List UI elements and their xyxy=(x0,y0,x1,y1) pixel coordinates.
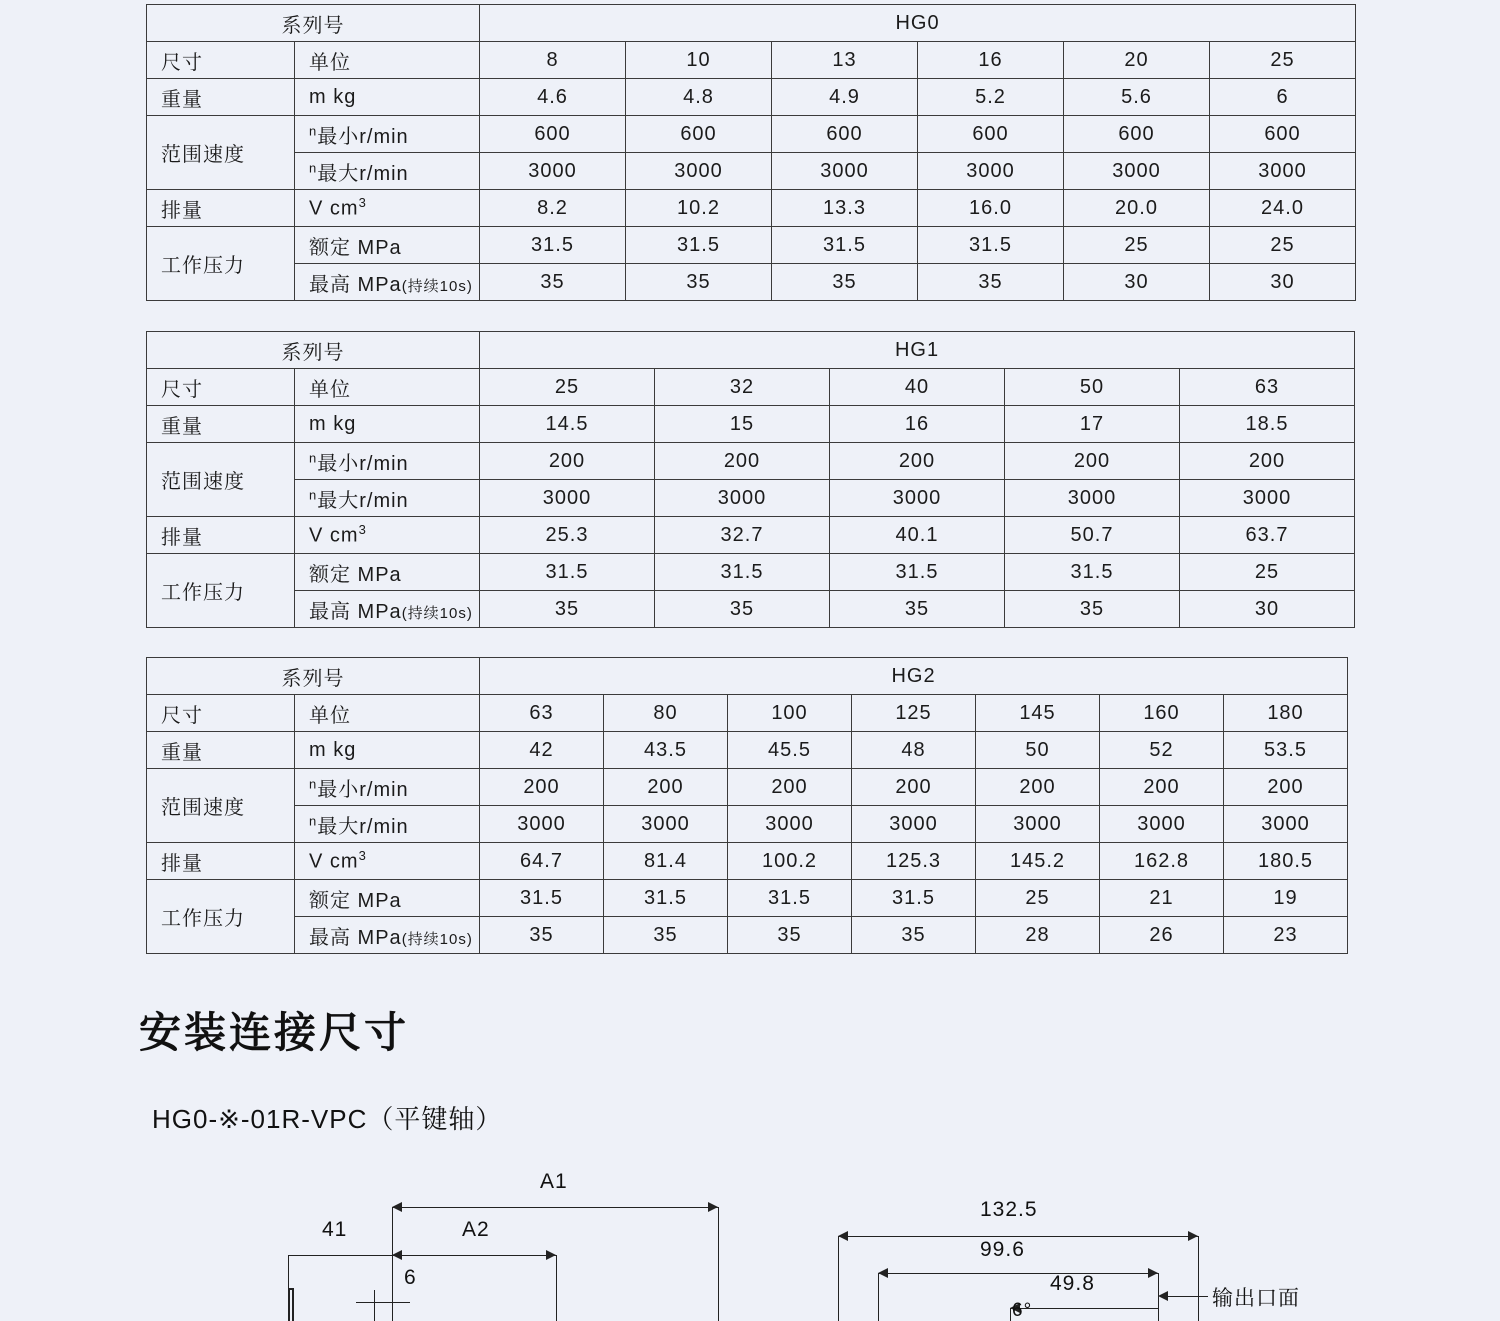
dim-arrow-right-a1 xyxy=(708,1202,718,1212)
series-value: HG2 xyxy=(480,658,1348,695)
cell: 40.1 xyxy=(830,517,1005,554)
dim-line-6 xyxy=(356,1302,410,1303)
table-hg1 xyxy=(146,331,1355,628)
cell: 16.0 xyxy=(918,190,1064,227)
dim-6-deg: 6° xyxy=(1012,1300,1033,1321)
cell: 63 xyxy=(480,695,604,732)
cell: 3000 xyxy=(1100,806,1224,843)
row-label: 尺寸 xyxy=(147,695,295,732)
row-unit: V $cm^3$ xyxy=(295,843,480,880)
dim-line-a2 xyxy=(288,1255,556,1256)
cell: 24.0 xyxy=(1210,190,1356,227)
cell: 3000 xyxy=(852,806,976,843)
row-label: 排量 xyxy=(147,843,295,880)
cell: 25.3 xyxy=(480,517,655,554)
cell: 31.5 xyxy=(604,880,728,917)
dim-arrow-right-a2 xyxy=(546,1250,556,1260)
dim-6: 6 xyxy=(404,1266,417,1289)
cell: 5.6 xyxy=(1064,79,1210,116)
cell: 20.0 xyxy=(1064,190,1210,227)
cell: 180.5 xyxy=(1224,843,1348,880)
cell: 200 xyxy=(604,769,728,806)
row-unit: $^n$最小r/min xyxy=(295,116,480,153)
cell: 16 xyxy=(918,42,1064,79)
cell: 4.8 xyxy=(626,79,772,116)
cell: 25 xyxy=(480,369,655,406)
cell: 100 xyxy=(728,695,852,732)
cell: 3000 xyxy=(1210,153,1356,190)
cell: 43.5 xyxy=(604,732,728,769)
cell: 3000 xyxy=(1180,480,1355,517)
cell: 3000 xyxy=(728,806,852,843)
cell: 600 xyxy=(1064,116,1210,153)
series-value: HG0 xyxy=(480,5,1356,42)
cell: 200 xyxy=(976,769,1100,806)
row-unit: 最高 MPa(持续10s) xyxy=(295,917,480,954)
ext-line-a2-right xyxy=(556,1255,557,1321)
cell: 200 xyxy=(655,443,830,480)
cell: 14.5 xyxy=(480,406,655,443)
cell: 53.5 xyxy=(1224,732,1348,769)
cell: 35 xyxy=(852,917,976,954)
series-label: 系列号 xyxy=(147,5,480,42)
series-label: 系列号 xyxy=(147,332,480,369)
cell: 162.8 xyxy=(1100,843,1224,880)
cell: 31.5 xyxy=(918,227,1064,264)
row-label: 排量 xyxy=(147,190,295,227)
cell: 48 xyxy=(852,732,976,769)
cell: 25 xyxy=(976,880,1100,917)
cell: 200 xyxy=(1180,443,1355,480)
table-row xyxy=(147,264,1356,301)
cell: 20 xyxy=(1064,42,1210,79)
row-label: 重量 xyxy=(147,732,295,769)
cell: 31.5 xyxy=(480,554,655,591)
table-row xyxy=(147,695,1348,732)
row-label: 工作压力 xyxy=(147,880,295,954)
series-label: 系列号 xyxy=(147,658,480,695)
table-row xyxy=(147,843,1348,880)
cell: 3000 xyxy=(918,153,1064,190)
cell: 35 xyxy=(626,264,772,301)
dim-a1: A1 xyxy=(540,1170,568,1193)
table-row xyxy=(147,153,1356,190)
label-output-port: 输出口面 xyxy=(1212,1287,1300,1310)
cell: 125 xyxy=(852,695,976,732)
table-row xyxy=(147,42,1356,79)
dim-41: 41 xyxy=(322,1218,348,1241)
table-row xyxy=(147,227,1356,264)
row-label: 尺寸 xyxy=(147,369,295,406)
row-label: 范围速度 xyxy=(147,116,295,190)
row-unit: $^n$最大r/min xyxy=(295,153,480,190)
cell: 10.2 xyxy=(626,190,772,227)
dim-line-a1 xyxy=(392,1207,718,1208)
table-row xyxy=(147,554,1355,591)
table-row xyxy=(147,658,1348,695)
table-row xyxy=(147,5,1356,42)
ext-line-a1-right xyxy=(718,1207,719,1321)
ext-line-6-right xyxy=(392,1290,393,1321)
cell: 50 xyxy=(1005,369,1180,406)
cell: 31.5 xyxy=(1005,554,1180,591)
cell: 23 xyxy=(1224,917,1348,954)
table-row xyxy=(147,332,1355,369)
cell: 30 xyxy=(1180,591,1355,628)
cell: 4.6 xyxy=(480,79,626,116)
cell: 32 xyxy=(655,369,830,406)
table-row xyxy=(147,880,1348,917)
cell: 45.5 xyxy=(728,732,852,769)
spec-table-hg2 xyxy=(146,657,1348,954)
row-unit: $^n$最小r/min xyxy=(295,769,480,806)
row-unit: $^n$最大r/min xyxy=(295,806,480,843)
dim-line-99-6 xyxy=(878,1273,1158,1274)
table-row xyxy=(147,116,1356,153)
cell: 200 xyxy=(830,443,1005,480)
cell: 10 xyxy=(626,42,772,79)
cell: 145.2 xyxy=(976,843,1100,880)
row-label: 尺寸 xyxy=(147,42,295,79)
ext-line-99-left xyxy=(878,1273,879,1321)
cell: 3000 xyxy=(976,806,1100,843)
dim-arrow-right-99 xyxy=(1148,1268,1158,1278)
cell: 600 xyxy=(1210,116,1356,153)
dim-a2: A2 xyxy=(462,1218,490,1241)
table-row xyxy=(147,517,1355,554)
cell: 600 xyxy=(918,116,1064,153)
cell: 31.5 xyxy=(852,880,976,917)
cell: 200 xyxy=(480,769,604,806)
cell: 35 xyxy=(1005,591,1180,628)
table-row xyxy=(147,806,1348,843)
cell: 200 xyxy=(1005,443,1180,480)
table-row xyxy=(147,406,1355,443)
cell: 600 xyxy=(772,116,918,153)
cell: 31.5 xyxy=(655,554,830,591)
cell: 200 xyxy=(480,443,655,480)
cell: 3000 xyxy=(655,480,830,517)
cell: 19 xyxy=(1224,880,1348,917)
part-edge-left xyxy=(288,1288,294,1321)
cell: 40 xyxy=(830,369,1005,406)
cell: 63 xyxy=(1180,369,1355,406)
dim-49-8: 49.8 xyxy=(1050,1272,1095,1295)
row-unit: 单位 xyxy=(295,369,480,406)
table-row xyxy=(147,917,1348,954)
cell: 35 xyxy=(830,591,1005,628)
cell: 35 xyxy=(728,917,852,954)
spec-table-hg1 xyxy=(146,331,1355,628)
cell: 600 xyxy=(626,116,772,153)
cell: 31.5 xyxy=(480,880,604,917)
row-unit: 额定 MPa xyxy=(295,880,480,917)
ext-line-49-left xyxy=(1010,1308,1011,1321)
table-row xyxy=(147,369,1355,406)
cell: 17 xyxy=(1005,406,1180,443)
cell: 25 xyxy=(1064,227,1210,264)
cell: 63.7 xyxy=(1180,517,1355,554)
row-label: 范围速度 xyxy=(147,769,295,843)
row-unit: 最高 MPa(持续10s) xyxy=(295,264,480,301)
row-unit: 单位 xyxy=(295,42,480,79)
row-label: 工作压力 xyxy=(147,554,295,628)
dim-line-132-5 xyxy=(838,1236,1198,1237)
cell: 6 xyxy=(1210,79,1356,116)
cell: 21 xyxy=(1100,880,1224,917)
dim-arrow-left-99 xyxy=(878,1268,888,1278)
dim-132-5: 132.5 xyxy=(980,1198,1038,1221)
table-row xyxy=(147,190,1356,227)
cell: 35 xyxy=(480,591,655,628)
spec-table-hg0 xyxy=(146,4,1356,301)
cell: 64.7 xyxy=(480,843,604,880)
dim-line-49-8 xyxy=(1010,1308,1158,1309)
section-title: 安装连接尺寸 xyxy=(139,1008,410,1057)
cell: 180 xyxy=(1224,695,1348,732)
cell: 35 xyxy=(604,917,728,954)
cell: 30 xyxy=(1064,264,1210,301)
cell: 31.5 xyxy=(728,880,852,917)
row-unit: $^n$最大r/min xyxy=(295,480,480,517)
cell: 42 xyxy=(480,732,604,769)
cell: 3000 xyxy=(604,806,728,843)
cell: 8 xyxy=(480,42,626,79)
dim-arrow-left-a2 xyxy=(392,1250,402,1260)
cell: 31.5 xyxy=(626,227,772,264)
cell: 32.7 xyxy=(655,517,830,554)
cell: 4.9 xyxy=(772,79,918,116)
cell: 200 xyxy=(1100,769,1224,806)
cell: 50 xyxy=(976,732,1100,769)
cell: 35 xyxy=(480,917,604,954)
cell: 3000 xyxy=(480,480,655,517)
cell: 3000 xyxy=(1224,806,1348,843)
cell: 3000 xyxy=(480,806,604,843)
table-row xyxy=(147,732,1348,769)
table-row xyxy=(147,591,1355,628)
cell: 125.3 xyxy=(852,843,976,880)
cell: 3000 xyxy=(626,153,772,190)
row-unit: m kg xyxy=(295,732,480,769)
cell: 30 xyxy=(1210,264,1356,301)
cell: 13 xyxy=(772,42,918,79)
cell: 26 xyxy=(1100,917,1224,954)
cell: 25 xyxy=(1210,42,1356,79)
cell: 31.5 xyxy=(480,227,626,264)
row-label: 工作压力 xyxy=(147,227,295,301)
cell: 600 xyxy=(480,116,626,153)
series-value: HG1 xyxy=(480,332,1355,369)
cell: 35 xyxy=(480,264,626,301)
cell: 100.2 xyxy=(728,843,852,880)
row-unit: V $cm^3$ xyxy=(295,517,480,554)
row-label: 重量 xyxy=(147,406,295,443)
cell: 200 xyxy=(728,769,852,806)
cell: 200 xyxy=(1224,769,1348,806)
cell: 5.2 xyxy=(918,79,1064,116)
cell: 50.7 xyxy=(1005,517,1180,554)
table-row xyxy=(147,443,1355,480)
cell: 3000 xyxy=(1064,153,1210,190)
section-subtitle: HG0-※-01R-VPC（平键轴） xyxy=(152,1104,503,1134)
cell: 18.5 xyxy=(1180,406,1355,443)
dim-99-6: 99.6 xyxy=(980,1238,1025,1261)
cell: 35 xyxy=(655,591,830,628)
dim-arrow-left-132 xyxy=(838,1231,848,1241)
cell: 3000 xyxy=(480,153,626,190)
table-row xyxy=(147,79,1356,116)
cell: 3000 xyxy=(1005,480,1180,517)
table-hg0 xyxy=(146,4,1356,301)
cell: 31.5 xyxy=(772,227,918,264)
table-hg2 xyxy=(146,657,1348,954)
row-label: 范围速度 xyxy=(147,443,295,517)
row-unit: m kg xyxy=(295,406,480,443)
row-unit: V $cm^3$ xyxy=(295,190,480,227)
ext-line-6-left xyxy=(374,1290,375,1321)
cell: 13.3 xyxy=(772,190,918,227)
dim-arrow-right-132 xyxy=(1188,1231,1198,1241)
cell: 145 xyxy=(976,695,1100,732)
cell: 15 xyxy=(655,406,830,443)
cell: 160 xyxy=(1100,695,1224,732)
cell: 80 xyxy=(604,695,728,732)
cell: 25 xyxy=(1180,554,1355,591)
leader-arrow-port xyxy=(1158,1291,1168,1301)
cell: 3000 xyxy=(830,480,1005,517)
cell: 35 xyxy=(772,264,918,301)
cell: 200 xyxy=(852,769,976,806)
row-unit: m kg xyxy=(295,79,480,116)
row-label: 重量 xyxy=(147,79,295,116)
table-row xyxy=(147,769,1348,806)
row-label: 排量 xyxy=(147,517,295,554)
row-unit: 额定 MPa xyxy=(295,554,480,591)
cell: 16 xyxy=(830,406,1005,443)
cell: 52 xyxy=(1100,732,1224,769)
cell: 81.4 xyxy=(604,843,728,880)
cell: 3000 xyxy=(772,153,918,190)
row-unit: 单位 xyxy=(295,695,480,732)
ext-line-132-left xyxy=(838,1236,839,1321)
row-unit: 最高 MPa(持续10s) xyxy=(295,591,480,628)
table-row xyxy=(147,480,1355,517)
cell: 35 xyxy=(918,264,1064,301)
cell: 8.2 xyxy=(480,190,626,227)
ext-line-132-right xyxy=(1198,1236,1199,1321)
row-unit: 额定 MPa xyxy=(295,227,480,264)
technical-drawing xyxy=(0,1160,1500,1321)
cell: 25 xyxy=(1210,227,1356,264)
cell: 28 xyxy=(976,917,1100,954)
cell: 31.5 xyxy=(830,554,1005,591)
dim-arrow-left-a1 xyxy=(392,1202,402,1212)
row-unit: $^n$最小r/min xyxy=(295,443,480,480)
